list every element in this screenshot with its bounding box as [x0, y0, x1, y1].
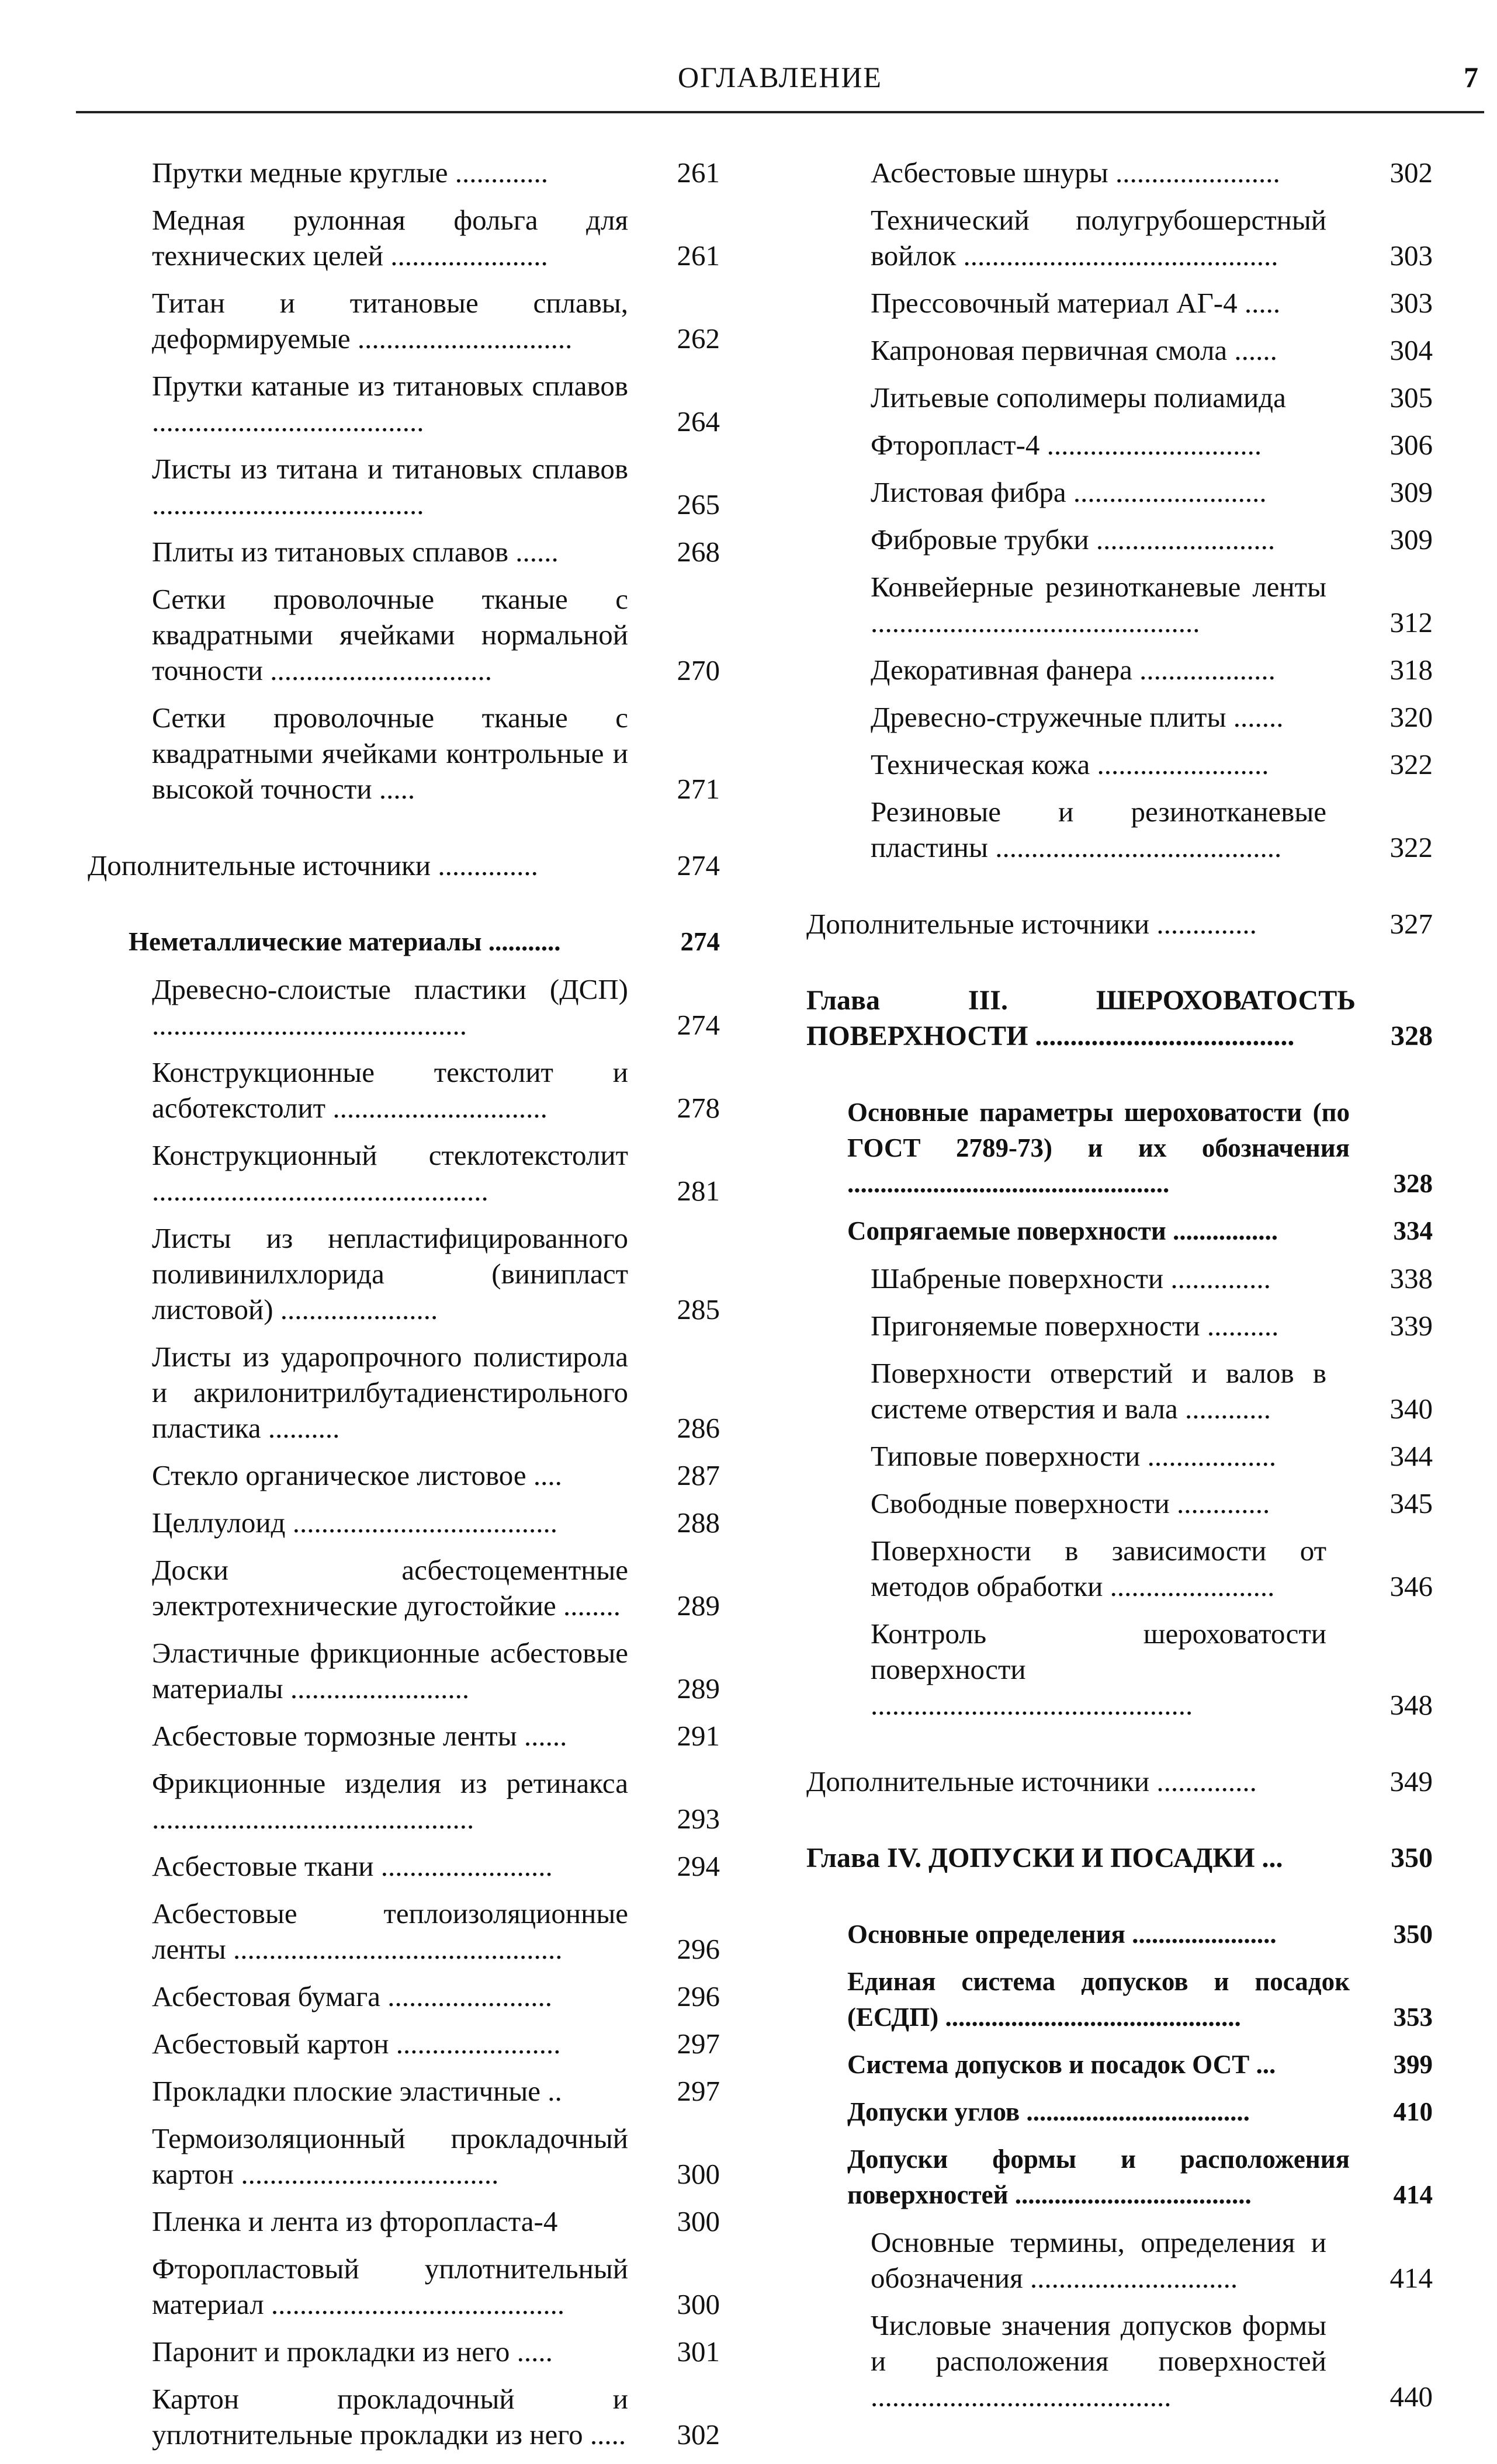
toc-entry-title: Фторопластовый уплотнительный материал .........................................: [152, 2253, 628, 2320]
toc-entry[interactable]: [88, 285, 730, 356]
toc-entry-title: Допуски углов ..................................: [847, 2097, 1250, 2126]
toc-subsection-entry[interactable]: [806, 2094, 1443, 2130]
toc-entry-title: Неметаллические материалы ...........: [129, 927, 561, 956]
toc-entry-title: Глава III. ШЕРОХОВАТОСТЬ ПОВЕРХНОСТИ .....................................: [806, 985, 1356, 1051]
toc-entry-page: 344: [1389, 1440, 1433, 1472]
toc-entry-title: Технический полугрубошерстный войлок ............................................: [871, 204, 1326, 272]
toc-subsection-entry[interactable]: [806, 2047, 1443, 2083]
toc-entry-page: 274: [677, 849, 720, 882]
toc-entry-page: 297: [677, 2028, 720, 2060]
toc-right-column: [806, 155, 1443, 2426]
toc-subsection-entry[interactable]: [88, 924, 730, 960]
toc-entry-title: Техническая кожа ........................: [871, 748, 1269, 780]
toc-entry-page: 309: [1389, 476, 1433, 508]
toc-entry[interactable]: [88, 1137, 730, 1209]
toc-entry[interactable]: [88, 534, 730, 570]
toc-entry-title: Листы из титана и титановых сплавов ......................................: [152, 453, 628, 520]
toc-entry-page: 350: [1391, 1842, 1433, 1873]
toc-entry[interactable]: [88, 1457, 730, 1493]
toc-entry-title: Древесно-стружечные плиты .......: [871, 701, 1284, 733]
toc-entry-title: Единая система допусков и посадок (ЕСДП) .............................................: [847, 1967, 1350, 2032]
toc-entry-title: Асбестовый картон .......................: [152, 2028, 561, 2060]
toc-entry-title: Конструкционные текстолит и асботекстолит ..............................: [152, 1056, 628, 1124]
toc-entry[interactable]: [806, 1355, 1443, 1427]
toc-entry-page: 322: [1389, 831, 1433, 863]
toc-entry-title: Плиты из титановых сплавов ......: [152, 536, 559, 568]
toc-entry[interactable]: [806, 794, 1443, 865]
toc-entry-title: Конвейерные резинотканевые ленты ..............................................: [871, 571, 1326, 638]
toc-entry-page: 340: [1389, 1393, 1433, 1425]
toc-entry-page: 305: [1389, 381, 1433, 414]
toc-entry-page: 294: [677, 1850, 720, 1882]
toc-entry-title: Пригоняемые поверхности ..........: [871, 1310, 1279, 1342]
toc-entry-page: 414: [1393, 2180, 1433, 2209]
toc-entry-title: Листы из ударопрочного полистирола и акрилонитрилбутадиенстирольного пластика ..........: [152, 1341, 628, 1444]
toc-entry-title: Основные параметры шероховатости (по ГОСТ 2789-73) и их обозначения .................................................: [847, 1098, 1350, 1198]
toc-entry[interactable]: [88, 1339, 730, 1446]
toc-entry-page: 261: [677, 157, 720, 189]
toc-entry-title: Доски асбестоцементные электротехнические дугостойкие ........: [152, 1554, 628, 1622]
toc-entry-title: Литьевые сополимеры полиамида: [871, 381, 1286, 414]
toc-entry-title: Поверхности отверстий и валов в системе отверстия и вала ............: [871, 1357, 1326, 1425]
toc-entry-page: 286: [677, 1412, 720, 1444]
toc-entry[interactable]: [806, 1533, 1443, 1604]
toc-entry-title: Дополнительные источники ..............: [806, 1765, 1257, 1797]
toc-entry-page: 353: [1393, 2003, 1433, 2032]
toc-entry-title: Шабреные поверхности ..............: [871, 1262, 1271, 1295]
toc-entry[interactable]: [88, 1552, 730, 1623]
toc-entry-title: Основные термины, определения и обозначения .............................: [871, 2226, 1326, 2294]
toc-entry[interactable]: [88, 1220, 730, 1327]
toc-entry[interactable]: [806, 569, 1443, 640]
toc-entry[interactable]: [806, 1486, 1443, 1521]
toc-entry-page: 339: [1389, 1310, 1433, 1342]
toc-entry-page: 291: [677, 1720, 720, 1752]
toc-entry-title: Паронит и прокладки из него .....: [152, 2335, 553, 2368]
toc-entry-page: 296: [677, 1933, 720, 1965]
toc-entry-title: Сетки проволочные тканые с квадратными ячейками нормальной точности ...............................: [152, 583, 628, 686]
toc-entry[interactable]: [806, 522, 1443, 557]
toc-entry-title: Допуски формы и расположения поверхностей ....................................: [847, 2144, 1350, 2209]
toc-entry-page: 349: [1389, 1765, 1433, 1797]
toc-entry-title: Сопрягаемые поверхности ................: [847, 1216, 1278, 1245]
toc-entry[interactable]: [806, 1616, 1443, 1723]
page-header: [76, 55, 1484, 113]
toc-entry[interactable]: [806, 332, 1443, 368]
toc-chapter-entry[interactable]: [806, 1840, 1443, 1876]
toc-entry-title: Дополнительные источники ..............: [88, 849, 538, 882]
toc-subsection-entry[interactable]: [806, 1917, 1443, 1952]
toc-entry-title: Картон прокладочный и уплотнительные прокладки из него .....: [152, 2383, 628, 2451]
toc-entry-page: 296: [677, 1980, 720, 2012]
toc-entry-page: 328: [1393, 1169, 1433, 1198]
toc-entry-page: 303: [1389, 287, 1433, 319]
toc-entry-page: 288: [677, 1507, 720, 1539]
toc-subsection-entry[interactable]: [806, 1095, 1443, 1202]
toc-entry-page: 345: [1389, 1487, 1433, 1519]
toc-entry-title: Пленка и лента из фторопласта-4: [152, 2205, 558, 2237]
toc-entry-title: Стекло органическое листовое ....: [152, 1459, 562, 1491]
toc-entry-page: 264: [677, 405, 720, 438]
toc-entry-page: 399: [1393, 2050, 1433, 2079]
toc-entry-title: Титан и титановые сплавы, деформируемые ..............................: [152, 287, 628, 355]
toc-entry-title: Эластичные фрикционные асбестовые материалы .........................: [152, 1637, 628, 1705]
toc-entry-title: Фибровые трубки .........................: [871, 523, 1276, 556]
toc-entry-page: 302: [1389, 157, 1433, 189]
toc-section-entry[interactable]: [806, 1764, 1443, 1799]
toc-entry-page: 309: [1389, 523, 1433, 556]
toc-entry[interactable]: [88, 700, 730, 807]
toc-entry-title: Асбестовые шнуры .......................: [871, 157, 1280, 189]
toc-entry[interactable]: [88, 2251, 730, 2322]
toc-entry[interactable]: [88, 1635, 730, 1706]
toc-entry[interactable]: [88, 1765, 730, 1837]
toc-entry[interactable]: [88, 1718, 730, 1754]
toc-entry-title: Система допусков и посадок ОСТ ...: [847, 2050, 1276, 2079]
toc-entry[interactable]: [806, 1438, 1443, 1474]
toc-entry-title: Листовая фибра ...........................: [871, 476, 1267, 508]
toc-entry[interactable]: [88, 2073, 730, 2109]
toc-entry[interactable]: [806, 380, 1443, 415]
toc-entry-page: 297: [677, 2075, 720, 2107]
toc-entry[interactable]: [88, 2026, 730, 2062]
toc-entry-page: 350: [1393, 1920, 1433, 1949]
toc-entry-page: 327: [1389, 908, 1433, 940]
toc-subsection-entry[interactable]: [806, 2142, 1443, 2213]
toc-entry-page: 312: [1389, 606, 1433, 638]
toc-entry-page: 293: [677, 1803, 720, 1835]
toc-entry-title: Древесно-слоистые пластики (ДСП) ............................................: [152, 973, 628, 1041]
toc-entry-title: Свободные поверхности .............: [871, 1487, 1270, 1519]
toc-entry-page: 300: [677, 2205, 720, 2237]
toc-entry[interactable]: [806, 1261, 1443, 1296]
toc-entry-page: 281: [677, 1175, 720, 1207]
toc-entry-title: Поверхности в зависимости от методов обработки .......................: [871, 1535, 1326, 1602]
toc-entry-title: Асбестовые тормозные ленты ......: [152, 1720, 567, 1752]
toc-entry[interactable]: [88, 2203, 730, 2239]
toc-entry[interactable]: [88, 1896, 730, 1967]
toc-subsection-entry[interactable]: [806, 1964, 1443, 2035]
toc-entry[interactable]: [806, 202, 1443, 273]
toc-entry-title: Прессовочный материал АГ-4 .....: [871, 287, 1281, 319]
toc-entry-page: 414: [1389, 2262, 1433, 2294]
toc-entry[interactable]: [88, 2121, 730, 2192]
toc-entry[interactable]: [806, 2307, 1443, 2414]
toc-entry[interactable]: [88, 1054, 730, 1126]
toc-chapter-entry[interactable]: [806, 983, 1443, 1054]
toc-entry-title: Асбестовые теплоизоляционные ленты ..............................................: [152, 1897, 628, 1965]
toc-entry-page: 338: [1389, 1262, 1433, 1295]
toc-entry[interactable]: [88, 368, 730, 439]
toc-entry-page: 346: [1389, 1570, 1433, 1602]
page-number: 7: [1464, 61, 1478, 93]
toc-entry-page: 274: [680, 927, 720, 956]
toc-entry-page: 271: [677, 773, 720, 805]
toc-entry-title: Термоизоляционный прокладочный картон ....................................: [152, 2122, 628, 2190]
toc-entry-title: Сетки проволочные тканые с квадратными ячейками контрольные и высокой точности .....: [152, 702, 628, 805]
toc-entry[interactable]: [88, 2334, 730, 2369]
toc-entry-title: Прутки медные круглые .............: [152, 157, 549, 189]
toc-entry-page: 300: [677, 2158, 720, 2190]
toc-entry-page: 303: [1389, 240, 1433, 272]
toc-entry-title: Дополнительные источники ..............: [806, 908, 1257, 940]
toc-entry-title: Глава IV. ДОПУСКИ И ПОСАДКИ ...: [806, 1842, 1283, 1873]
toc-entry-page: 262: [677, 322, 720, 355]
toc-entry-title: Капроновая первичная смола ......: [871, 334, 1277, 366]
toc-entry-title: Типовые поверхности ..................: [871, 1440, 1277, 1472]
toc-entry-page: 348: [1389, 1689, 1433, 1721]
toc-entry-page: 304: [1389, 334, 1433, 366]
toc-entry[interactable]: [806, 2224, 1443, 2296]
toc-entry-title: Резиновые и резинотканевые пластины ........................................: [871, 796, 1326, 863]
toc-entry-title: Целлулоид .....................................: [152, 1507, 557, 1539]
toc-entry-page: 320: [1389, 701, 1433, 733]
toc-entry-page: 265: [677, 488, 720, 520]
toc-entry[interactable]: [806, 427, 1443, 463]
toc-entry-page: 301: [677, 2335, 720, 2368]
toc-entry[interactable]: [88, 1505, 730, 1540]
toc-entry-page: 322: [1389, 748, 1433, 780]
toc-entry-title: Асбестовые ткани ........................: [152, 1850, 553, 1882]
toc-entry-page: 410: [1393, 2097, 1433, 2126]
toc-entry-page: 328: [1391, 1021, 1433, 1051]
toc-entry-title: Основные определения ......................: [847, 1920, 1277, 1949]
toc-entry-title: Прокладки плоские эластичные ..: [152, 2075, 562, 2107]
running-title: ОГЛАВЛЕНИЕ: [678, 61, 882, 93]
toc-entry-page: 274: [677, 1009, 720, 1041]
toc-entry-title: Числовые значения допусков формы и расположения поверхностей ..........................................: [871, 2309, 1326, 2413]
toc-entry-title: Прутки катаные из титановых сплавов ......................................: [152, 370, 628, 438]
toc-entry[interactable]: [806, 1308, 1443, 1344]
toc-entry-title: Контроль шероховатости поверхности .............................................: [871, 1618, 1326, 1721]
toc-entry-page: 306: [1389, 429, 1433, 461]
toc-entry-page: 287: [677, 1459, 720, 1491]
toc-entry-page: 289: [677, 1590, 720, 1622]
toc-entry[interactable]: [88, 1848, 730, 1884]
toc-entry-page: 268: [677, 536, 720, 568]
toc-entry-title: Фторопласт-4 ..............................: [871, 429, 1262, 461]
toc-entry-title: Медная рулонная фольга для технических целей ......................: [152, 204, 628, 272]
toc-entry-page: 289: [677, 1672, 720, 1705]
toc-entry[interactable]: [806, 699, 1443, 735]
toc-entry[interactable]: [806, 747, 1443, 782]
toc-entry-title: Конструкционный стеклотекстолит ...............................................: [152, 1139, 628, 1207]
toc-entry-page: 261: [677, 240, 720, 272]
toc-entry[interactable]: [88, 155, 730, 190]
toc-entry[interactable]: [806, 652, 1443, 688]
toc-entry-page: 440: [1389, 2380, 1433, 2413]
toc-entry[interactable]: [88, 2381, 730, 2452]
toc-entry-title: Фрикционные изделия из ретинакса .............................................: [152, 1767, 628, 1835]
toc-entry-page: 302: [677, 2418, 720, 2451]
toc-entry[interactable]: [88, 202, 730, 273]
toc-entry-page: 318: [1389, 654, 1433, 686]
toc-entry[interactable]: [88, 971, 730, 1043]
toc-entry[interactable]: [806, 155, 1443, 190]
toc-entry[interactable]: [806, 474, 1443, 510]
toc-entry-title: Декоративная фанера ...................: [871, 654, 1276, 686]
toc-entry[interactable]: [88, 581, 730, 688]
toc-section-entry[interactable]: [806, 906, 1443, 942]
toc-entry-title: Асбестовая бумага .......................: [152, 1980, 552, 2012]
toc-entry-title: Листы из непластифицированного поливинилхлорида (винипласт листовой) ......................: [152, 1222, 628, 1325]
toc-left-column: [88, 155, 730, 2464]
toc-entry-page: 300: [677, 2288, 720, 2320]
toc-entry-page: 278: [677, 1092, 720, 1124]
toc-section-entry[interactable]: [88, 848, 730, 883]
toc-subsection-entry[interactable]: [806, 1213, 1443, 1249]
toc-entry-page: 285: [677, 1293, 720, 1325]
toc-entry[interactable]: [806, 285, 1443, 321]
toc-entry-page: 334: [1393, 1216, 1433, 1245]
toc-entry[interactable]: [88, 1979, 730, 2014]
toc-entry-page: 270: [677, 654, 720, 686]
toc-entry[interactable]: [88, 451, 730, 522]
